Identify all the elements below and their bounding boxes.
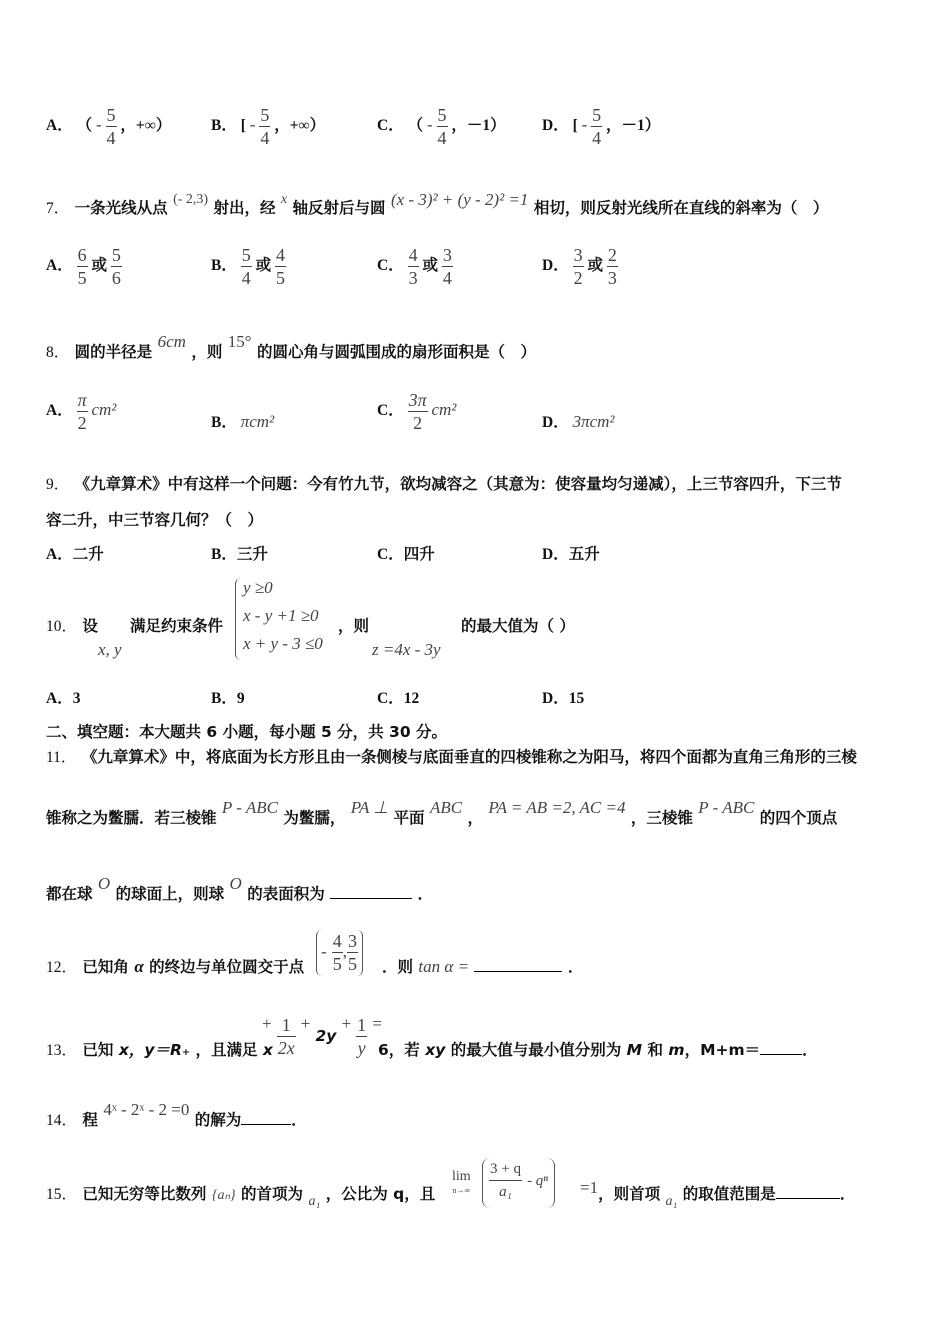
value: πcm²: [240, 412, 275, 431]
option-label: A．: [46, 402, 73, 420]
text: 设: [82, 617, 98, 635]
q9-option-d[interactable]: [542, 542, 600, 564]
fraction: $\frac{6}{5}$: [77, 245, 87, 288]
option-text: 15: [568, 690, 585, 707]
q8-option-d[interactable]: [542, 410, 615, 432]
bracket: （: [407, 117, 424, 135]
limit-expression: [482, 1158, 555, 1208]
option-label: B．: [211, 257, 237, 275]
q8-option-c[interactable]: [377, 389, 456, 434]
question-11-line3: [46, 874, 434, 904]
q7-option-b[interactable]: [211, 244, 286, 289]
option-text: 五升: [568, 545, 600, 563]
text: ，则首项: [598, 1185, 661, 1203]
q7-option-c[interactable]: [377, 244, 453, 289]
math-tetrahedron: P - ABC: [698, 798, 755, 817]
fraction: $\frac{5}{4}$: [260, 105, 270, 148]
fraction: $\frac{1}{2x}$: [277, 1015, 295, 1058]
q9-option-c[interactable]: [377, 542, 435, 564]
text: 的四个顶点: [759, 809, 838, 827]
or-text: 或: [587, 256, 603, 275]
text: ，且满足: [195, 1041, 258, 1059]
text: ．: [417, 885, 434, 903]
constraint-2: x - y +1 ≥0: [243, 606, 319, 625]
text: ，公比为 q，且: [325, 1185, 436, 1203]
fraction: $\frac{4}{3}$: [408, 245, 418, 288]
option-label: D．: [542, 690, 569, 707]
fraction: $\frac{4}{5}$: [332, 931, 342, 974]
math-alpha: α: [134, 957, 144, 976]
question-number: 14．: [46, 1112, 78, 1129]
fraction: $\frac{5}{4}$: [592, 105, 602, 148]
text: 《九章算术》中，将底面为长方形且由一条侧棱与底面垂直的四棱锥称之为阳马，将四个面都为直角三角形的三棱: [81, 748, 857, 766]
text: 为鳖臑，: [283, 809, 346, 827]
math-equation: 4ˣ - 2ˣ - 2 =0: [103, 1100, 190, 1119]
math-sequence: {aₙ}: [211, 1188, 236, 1203]
option-label: A．: [46, 257, 73, 275]
text: 的首项为: [241, 1185, 304, 1203]
math-x: x: [262, 1041, 273, 1059]
option-text: 三升: [236, 545, 268, 563]
text: 程: [82, 1111, 98, 1129]
answer-blank[interactable]: [330, 898, 412, 899]
option-text: 3: [72, 690, 81, 707]
math-qn: - qⁿ: [527, 1173, 549, 1189]
question-number: 9．: [46, 476, 70, 493]
fraction: $\frac{1}{y}$: [357, 1015, 367, 1058]
option-text: 9: [236, 690, 245, 707]
q13-equation: [262, 1014, 382, 1059]
text: 的解为: [194, 1111, 242, 1129]
q6-option-a[interactable]: [46, 104, 171, 149]
bracket: （: [76, 117, 93, 135]
answer-blank[interactable]: [474, 971, 562, 972]
math-2y: 2y: [315, 1027, 337, 1045]
fraction: $\frac{3 + q}{\text{a₁}}$: [489, 1158, 522, 1203]
or-text: 或: [422, 256, 438, 275]
fraction: $\frac{5}{4}$: [106, 105, 116, 148]
math-sphere: O: [229, 874, 242, 893]
math-point: (- 2,3): [173, 192, 209, 207]
option-label: B．: [211, 690, 237, 707]
lim-text: lim: [452, 1169, 471, 1184]
math-domain: x，y＝R₊: [118, 1041, 191, 1059]
interval-end: ，+∞）: [274, 117, 326, 135]
fraction: $\frac{3}{5}$: [348, 931, 358, 974]
sign: -: [581, 115, 588, 135]
bracket: [: [240, 117, 246, 135]
text: ．: [291, 1111, 307, 1129]
math-m: m: [668, 1041, 685, 1059]
q6-option-c[interactable]: [377, 104, 506, 149]
text: 锥称之为鳖臑．若三棱锥: [46, 809, 217, 827]
bracket: [: [572, 117, 578, 135]
math-xy: xy: [425, 1041, 446, 1059]
sign: -: [95, 115, 102, 135]
value: 3πcm²: [572, 412, 615, 431]
fraction: $\frac{2}{3}$: [607, 245, 617, 288]
text: 的取值范围是: [682, 1185, 776, 1203]
math-a1: a₁: [308, 1194, 321, 1209]
equals: =: [372, 1014, 382, 1033]
text: 6: [378, 1041, 389, 1059]
option-label: C．: [377, 546, 404, 563]
answer-blank[interactable]: [241, 1124, 291, 1125]
section-heading: 二、填空题：本大题共 6 小题，每小题 5 分，共 30 分。: [46, 723, 448, 741]
fraction: $\frac{5}{6}$: [111, 245, 121, 288]
plus: +: [341, 1014, 352, 1033]
text: ，则: [338, 617, 370, 635]
question-number: 12．: [46, 959, 78, 976]
math-angle: 15°: [227, 332, 252, 351]
plus: +: [262, 1014, 272, 1033]
option-label: B．: [211, 414, 237, 431]
unit: cm²: [431, 400, 457, 420]
question-number: 10．: [46, 618, 78, 635]
sign: -: [249, 115, 256, 135]
fraction: $\frac{4}{5}$: [275, 245, 285, 288]
option-label: C．: [377, 117, 404, 135]
fraction: $\frac{3}{2}$: [573, 245, 583, 288]
text: 的终边与单位圆交于点: [149, 958, 305, 976]
question-7: [46, 190, 829, 218]
question-9-line1: [46, 472, 842, 494]
option-label: D．: [542, 414, 569, 431]
text: 相切，则反射光线所在直线的斜率为（ ）: [533, 199, 829, 217]
math-vars: x, y: [98, 640, 122, 659]
option-label: C．: [377, 690, 404, 707]
math-radius: 6cm: [157, 332, 186, 351]
q9-option-b[interactable]: [211, 542, 268, 564]
q7-option-a[interactable]: [46, 244, 122, 289]
option-label: B．: [211, 546, 237, 563]
question-number: 15．: [46, 1186, 78, 1203]
question-number: 13．: [46, 1042, 78, 1059]
text: 和: [647, 1041, 664, 1059]
math-sphere: O: [97, 874, 111, 893]
question-11-line1: [46, 745, 857, 767]
equals-one: =1: [580, 1178, 599, 1197]
text: ，三棱锥: [630, 809, 693, 827]
question-14: [46, 1100, 307, 1130]
question-13-tail: [378, 1038, 818, 1060]
text: 平面: [393, 809, 425, 827]
lim-sub: n→∞: [452, 1186, 471, 1195]
text: 的圆心角与圆弧围成的扇形面积是（ ）: [256, 343, 536, 361]
answer-blank[interactable]: [760, 1054, 802, 1055]
question-number: 11．: [46, 749, 77, 766]
option-text: 四升: [403, 545, 435, 563]
text: 射出，经: [213, 199, 276, 217]
math-plane: ABC: [429, 798, 463, 817]
question-number: 7．: [46, 200, 70, 217]
question-10: [46, 614, 98, 636]
option-text: 二升: [72, 545, 104, 563]
text: 的最大值为（ ）: [461, 617, 575, 635]
q10-option-a[interactable]: [46, 686, 80, 708]
text: 已知: [82, 1041, 114, 1059]
text: ．: [839, 1185, 856, 1203]
or-text: 或: [255, 256, 272, 275]
math-a1: a₁: [665, 1194, 678, 1209]
question-15: [46, 1182, 436, 1209]
option-label: C．: [377, 257, 404, 275]
math-axis: x: [280, 192, 288, 207]
fraction: $\frac{5}{4}$: [241, 245, 251, 288]
text: ．: [567, 958, 584, 976]
plus: +: [300, 1014, 311, 1033]
sign: -: [426, 115, 433, 135]
text: 已知角: [82, 958, 129, 976]
fraction: $\frac{\pi}{2}$: [77, 390, 87, 433]
unit: cm²: [91, 400, 117, 420]
question-11-line2: [46, 798, 838, 828]
option-label: D．: [542, 257, 569, 275]
question-8: [46, 332, 536, 362]
interval-end: ，－1）: [451, 117, 506, 135]
math-lengths: PA = AB =2, AC =4: [488, 798, 626, 817]
interval-end: ，+∞）: [120, 117, 172, 135]
text: ，若: [388, 1041, 420, 1059]
option-label: D．: [542, 546, 569, 563]
fraction: $\frac{5}{4}$: [437, 105, 447, 148]
math-M: M: [626, 1041, 643, 1059]
text: ，: [467, 809, 483, 827]
text: 《九章算术》中有这样一个问题：今有竹九节，欲均减容之（其意为：使容量均匀递减），上三节容四升，下三节: [74, 475, 842, 493]
q10-option-c[interactable]: [377, 686, 419, 708]
text: 满足约束条件: [130, 617, 224, 635]
q7-option-d[interactable]: [542, 244, 618, 289]
text: ，则: [191, 343, 223, 361]
option-label: D．: [542, 117, 569, 135]
question-number: 8．: [46, 344, 70, 361]
text: ．则: [382, 958, 414, 976]
math-tan: tan α =: [418, 957, 470, 976]
answer-blank[interactable]: [776, 1198, 840, 1199]
question-9-line2: [46, 508, 263, 530]
option-label: C．: [377, 402, 404, 420]
text: 已知无穷等比数列: [82, 1185, 207, 1203]
limit: [452, 1170, 471, 1198]
math-target: z =4x - 3y: [372, 640, 441, 659]
text: 都在球: [46, 885, 93, 903]
text: 轴反射后与圆: [292, 199, 386, 217]
question-15-tail: [580, 1178, 856, 1209]
option-label: A．: [46, 117, 73, 135]
option-label: A．: [46, 690, 73, 707]
question-12-tail: [382, 955, 583, 977]
fraction: $\frac{3\pi}{2}$: [408, 390, 427, 433]
text: 容二升，中三节容几何？（ ）: [46, 511, 264, 529]
q6-option-b[interactable]: [211, 104, 325, 149]
constraint-3: x + y - 3 ≤0: [243, 634, 323, 653]
question-12: [46, 955, 304, 977]
q6-option-d[interactable]: [542, 104, 660, 149]
q8-option-b[interactable]: [211, 410, 274, 432]
text: ，M+m＝: [684, 1041, 761, 1059]
constraint-brace: [235, 578, 242, 660]
q10-option-b[interactable]: [211, 686, 245, 708]
text: 的球面上，则球: [115, 885, 225, 903]
option-text: 12: [403, 690, 420, 707]
math-circle: (x - 3)² + (y - 2)² =1: [390, 190, 529, 209]
interval-end: ，－1）: [606, 117, 661, 135]
question-13: [46, 1038, 273, 1060]
q8-option-a[interactable]: [46, 389, 116, 434]
q9-option-a[interactable]: [46, 542, 104, 564]
text: 的最大值与最小值分别为: [450, 1041, 622, 1059]
text: 的表面积为: [247, 885, 325, 903]
option-label: A．: [46, 546, 73, 563]
text: 圆的半径是: [74, 343, 153, 361]
point-coordinates: - $\frac{4}{5}$ , $\frac{3}{5}$: [316, 930, 363, 976]
text: 一条光线从点: [74, 199, 168, 217]
constraint-1: y ≥0: [243, 578, 273, 597]
math-perp: PA ⊥: [350, 798, 389, 817]
math-tetrahedron: P - ABC: [221, 798, 278, 817]
or-text: 或: [91, 256, 107, 275]
option-label: B．: [211, 117, 237, 135]
text: ．: [802, 1041, 818, 1059]
fraction: $\frac{3}{4}$: [442, 245, 452, 288]
q10-option-d[interactable]: [542, 686, 584, 708]
